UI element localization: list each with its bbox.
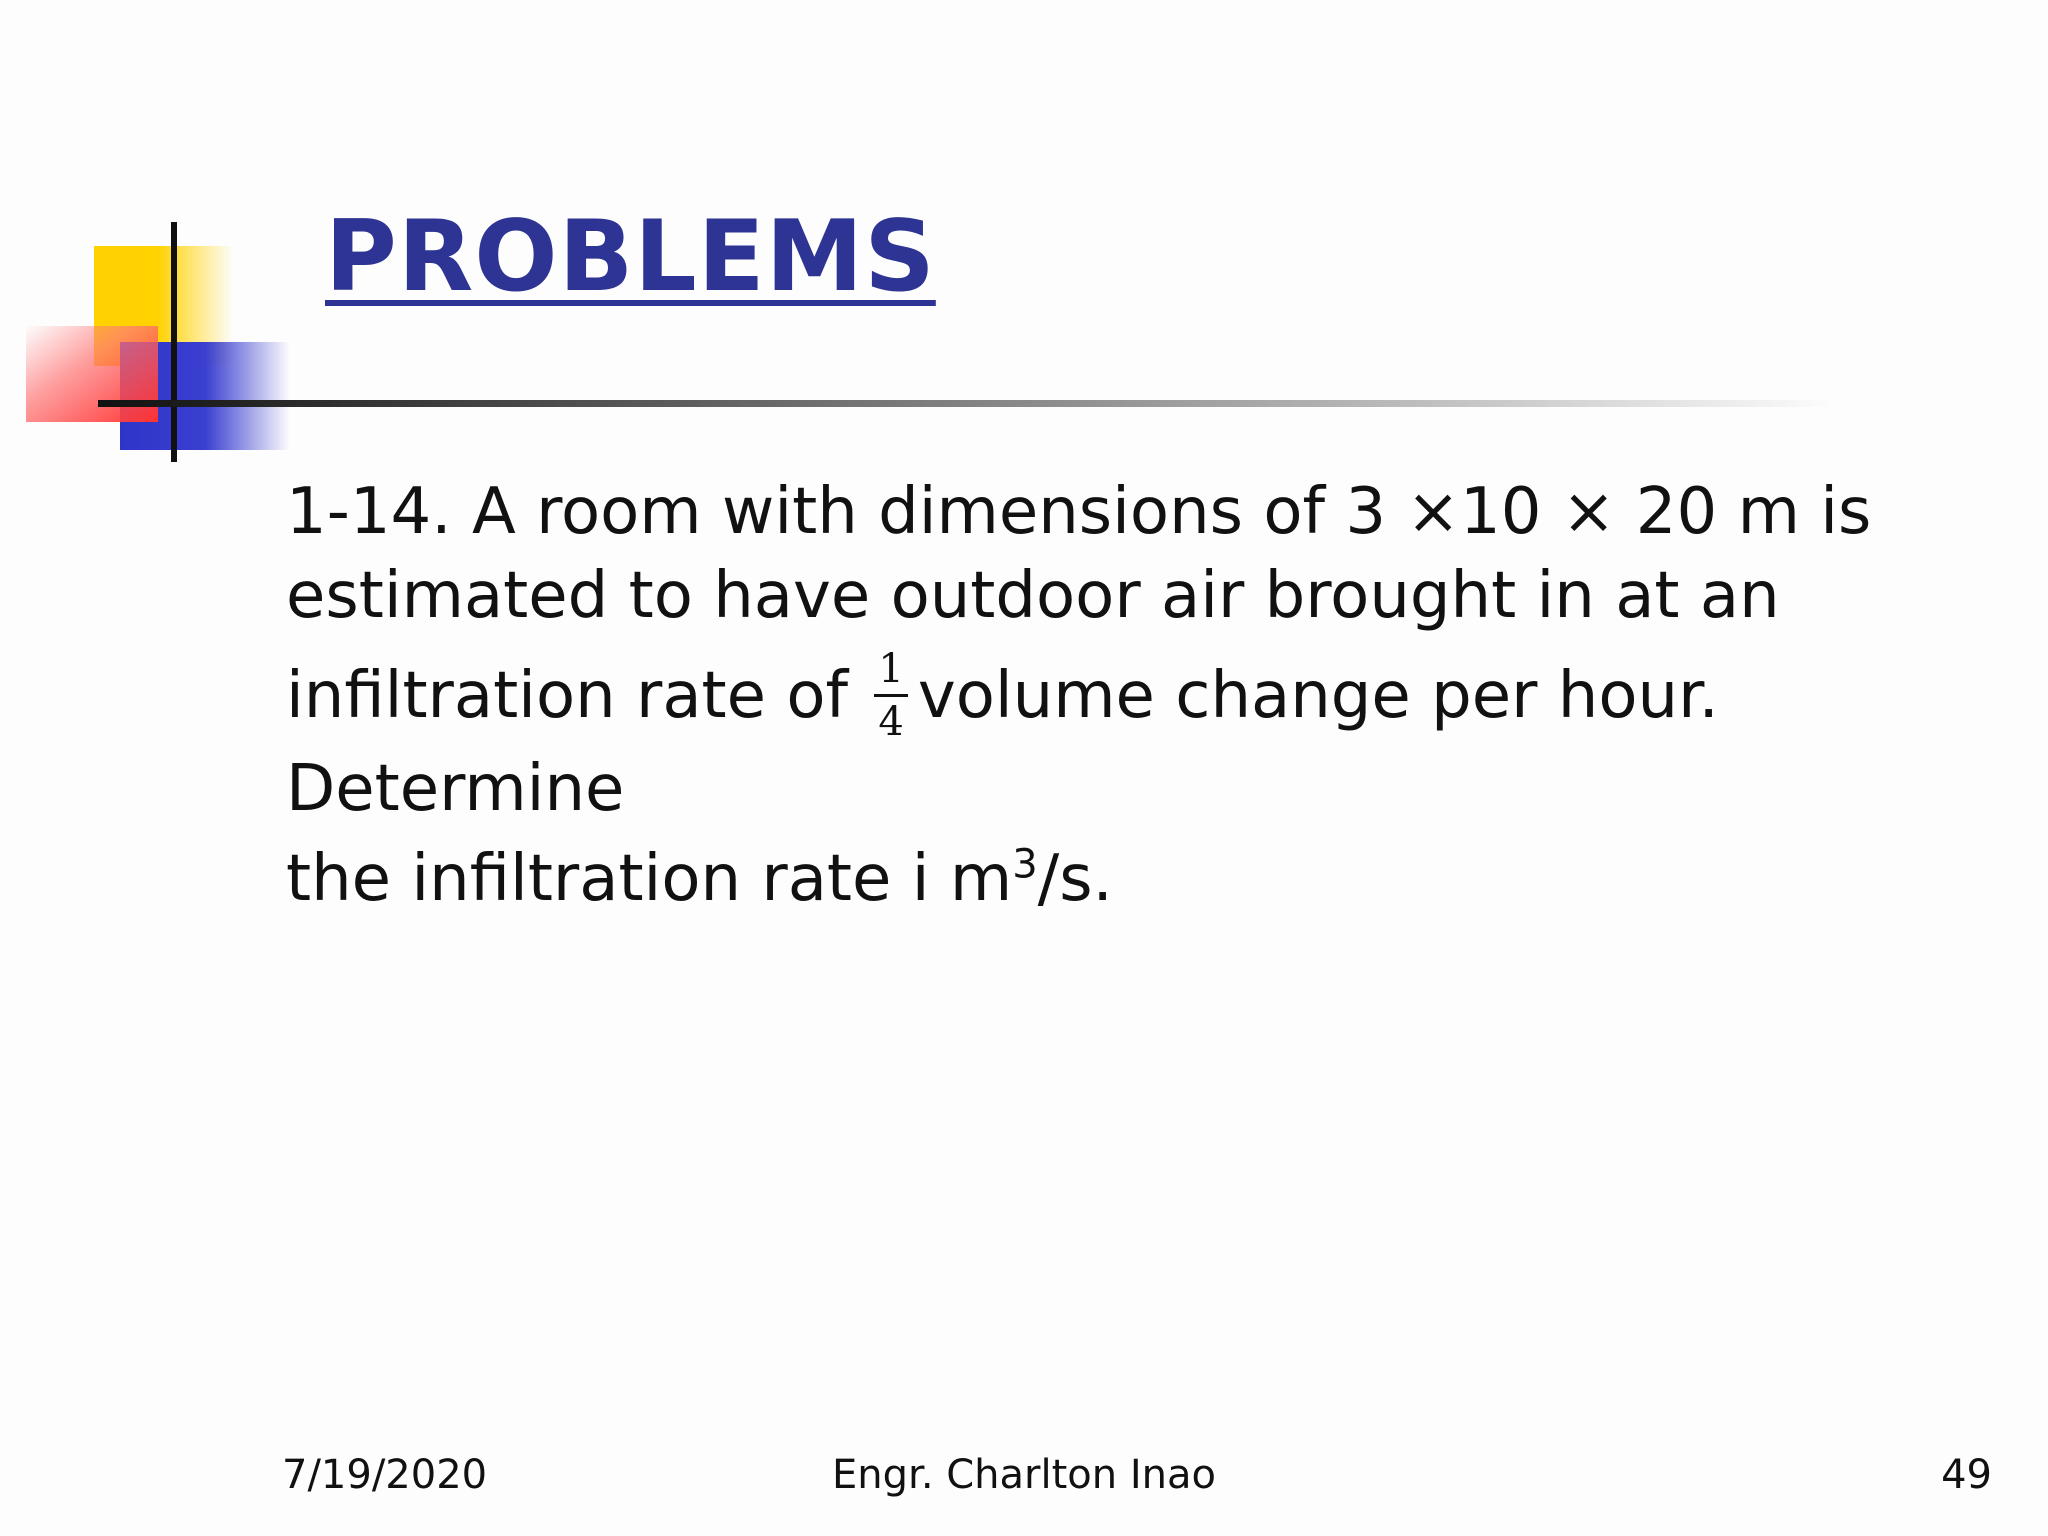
problem-line-3-start: infiltration rate of (286, 659, 869, 734)
problem-line-4 (286, 837, 2006, 921)
problem-line-4-end: /s. (1037, 842, 1113, 916)
problem-line-1: 1-14. A room with dimensions of 3 ×10 × 20 m is (286, 475, 1872, 549)
problem-line-2: estimated to have outdoor air brought in at an (286, 559, 1780, 633)
footer-author: Engr. Charlton Inao (832, 1452, 1216, 1498)
unit-superscript: 3 (1012, 841, 1038, 888)
problem-line-4-start: the infiltration rate i m (286, 842, 1013, 916)
problem-text (286, 470, 2006, 921)
footer-date: 7/19/2020 (282, 1452, 488, 1498)
slide-title: PROBLEMS (325, 200, 936, 314)
problem-line-3 (286, 646, 2006, 831)
decor-vertical-line (171, 222, 177, 462)
title-divider-line (98, 400, 1838, 407)
problem-line-3-end: volume change per hour. Determine (286, 659, 1719, 826)
decor-red-square (26, 326, 158, 422)
footer-page-number: 49 (1941, 1452, 1992, 1498)
fraction-denominator: 4 (878, 699, 904, 745)
fraction-numerator: 1 (874, 648, 907, 697)
fraction-one-quarter (874, 648, 907, 743)
